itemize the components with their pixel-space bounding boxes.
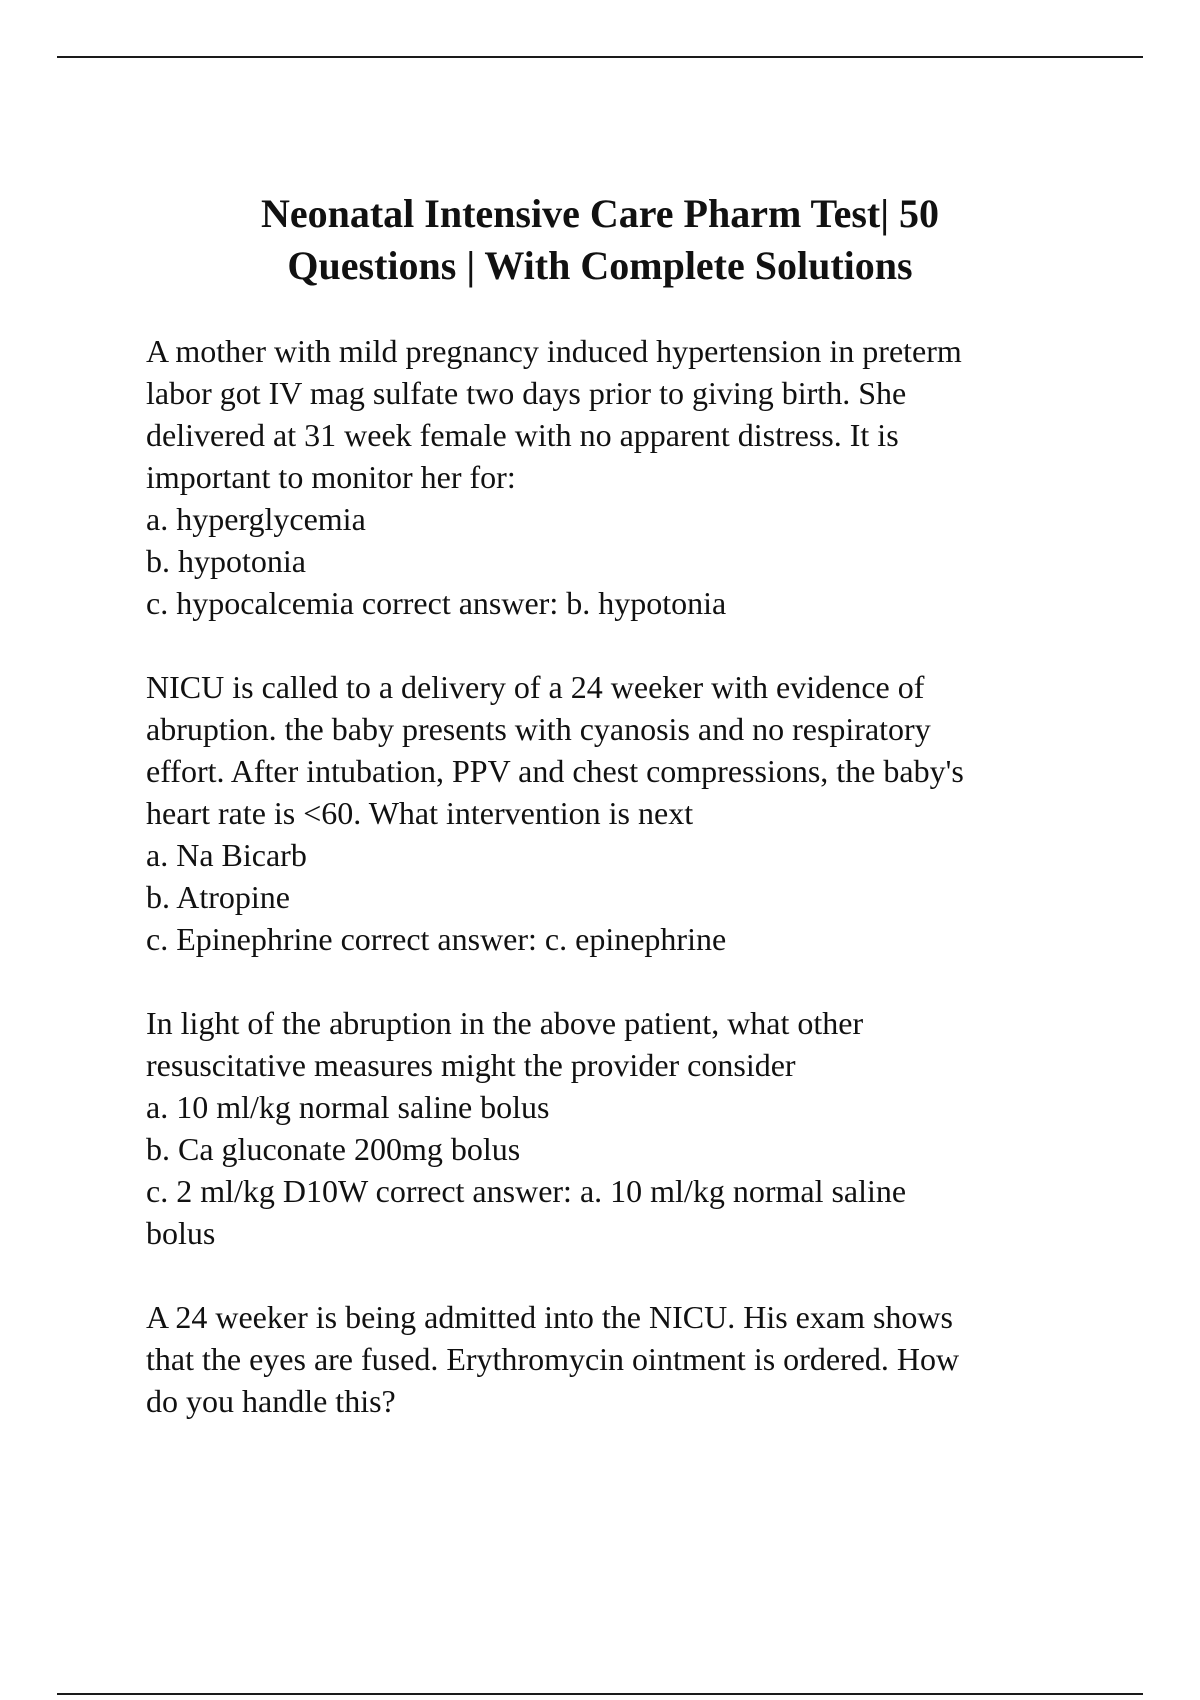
question-4-line: that the eyes are fused. Erythromycin ointment is ordered. How [146, 1341, 960, 1377]
question-2 [146, 666, 1106, 960]
question-2-option-b: b. Atropine [146, 879, 290, 915]
bottom-divider [57, 1693, 1143, 1695]
question-1-line: labor got IV mag sulfate two days prior to giving birth. She [146, 375, 907, 411]
question-3-answer-continued: bolus [146, 1215, 216, 1251]
question-2-line: heart rate is <60. What intervention is next [146, 795, 694, 831]
question-1-option-a: a. hyperglycemia [146, 501, 366, 537]
question-1-line: A mother with mild pregnancy induced hypertension in preterm [146, 333, 962, 369]
title-line: Questions | With Complete Solutions [287, 243, 913, 288]
question-2-line: abruption. the baby presents with cyanosis and no respiratory [146, 711, 931, 747]
title-line: Neonatal Intensive Care Pharm Test| 50 [260, 191, 940, 236]
question-3 [146, 1002, 1106, 1254]
question-1-option-c-answer: c. hypocalcemia correct answer: b. hypotonia [146, 585, 727, 621]
question-2-line: effort. After intubation, PPV and chest compressions, the baby's [146, 753, 964, 789]
question-1-line: important to monitor her for: [146, 459, 516, 495]
question-4-line: do you handle this? [146, 1383, 396, 1419]
question-2-option-c-answer: c. Epinephrine correct answer: c. epinephrine [146, 921, 727, 957]
document-body [146, 330, 1106, 1464]
question-4-line: A 24 weeker is being admitted into the NICU. His exam shows [146, 1299, 953, 1335]
question-3-option-a: a. 10 ml/kg normal saline bolus [146, 1089, 550, 1125]
question-1-option-b: b. hypotonia [146, 543, 306, 579]
question-3-line: In light of the abruption in the above patient, what other [146, 1005, 864, 1041]
question-3-option-b: b. Ca gluconate 200mg bolus [146, 1131, 521, 1167]
question-4 [146, 1296, 1106, 1422]
question-3-line: resuscitative measures might the provider consider [146, 1047, 796, 1083]
question-1 [146, 330, 1106, 624]
question-3-option-c-answer: c. 2 ml/kg D10W correct answer: a. 10 ml/kg normal saline [146, 1173, 907, 1209]
page-title [140, 188, 1060, 292]
top-divider [57, 56, 1143, 58]
question-1-line: delivered at 31 week female with no apparent distress. It is [146, 417, 899, 453]
question-2-line: NICU is called to a delivery of a 24 weeker with evidence of [146, 669, 925, 705]
question-2-option-a: a. Na Bicarb [146, 837, 307, 873]
